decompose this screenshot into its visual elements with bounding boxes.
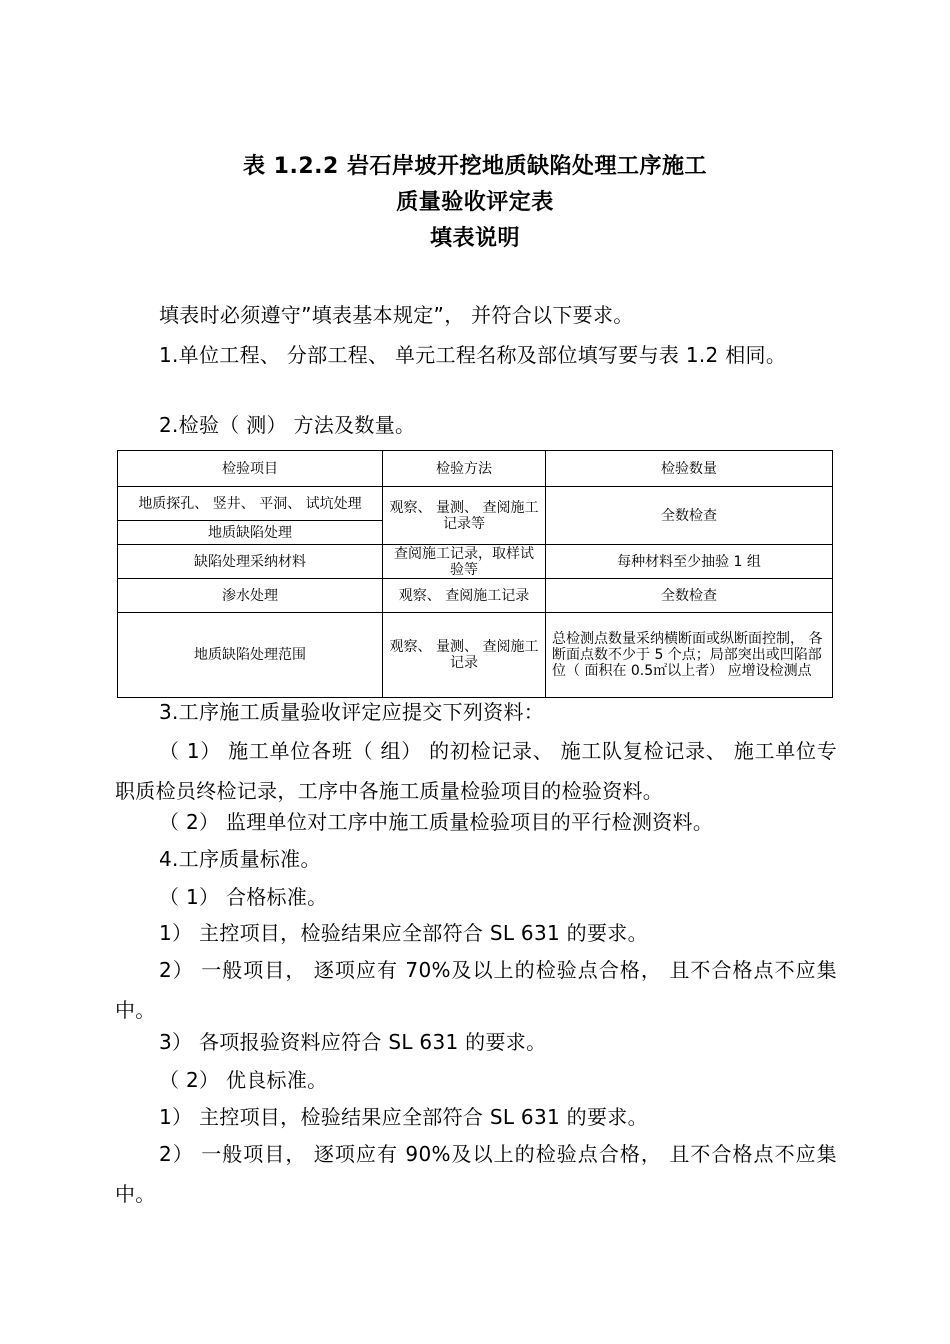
paragraph-item-4: 4.工序质量标准。 <box>159 847 321 871</box>
paragraph-item-4-1-1: 1） 主控项目，检验结果应全部符合 SL 631 的要求。 <box>159 921 648 945</box>
cell-item: 地质缺陷处理 <box>118 521 383 545</box>
inspection-table <box>117 450 833 698</box>
paragraph-item-3: 3.工序施工质量验收评定应提交下列资料： <box>159 700 545 724</box>
paragraph-item-4-2-2: 2） 一般项目， 逐项应有 90%及以上的检验点合格， 且不合格点不应集中。 <box>115 1142 837 1206</box>
cell-item: 渗水处理 <box>118 579 383 613</box>
table-row <box>118 487 833 521</box>
paragraph-item-1: 1.单位工程、 分部工程、 单元工程名称及部位填写要与表 1.2 相同。 <box>159 343 787 367</box>
cell-quantity: 全数检查 <box>546 579 833 613</box>
cell-item: 地质缺陷处理范围 <box>118 613 383 698</box>
table-row <box>118 545 833 579</box>
paragraph-item-4-1-2: 2） 一般项目， 逐项应有 70%及以上的检验点合格， 且不合格点不应集中。 <box>115 958 837 1022</box>
document-subtitle: 质量验收评定表 <box>396 190 554 215</box>
header-cell-item: 检验项目 <box>118 451 383 487</box>
table-row <box>118 579 833 613</box>
cell-quantity: 总检测点数量采纳横断面或纵断面控制， 各断面点数不少于 5 个点；局部突出或凹陷部位（ 面积在 0.5㎡以上者） 应增设检测点 <box>546 613 833 698</box>
paragraph-item-2: 2.检验（ 测） 方法及数量。 <box>159 413 416 437</box>
paragraph-item-4-2: （ 2） 优良标准。 <box>159 1068 328 1092</box>
section-heading: 填表说明 <box>429 226 520 251</box>
table-row <box>118 613 833 698</box>
cell-item: 地质探孔、 竖井、 平洞、 试坑处理 <box>118 487 383 521</box>
paragraph-item-4-1: （ 1） 合格标准。 <box>159 885 328 909</box>
header-cell-method: 检验方法 <box>383 451 546 487</box>
intro-paragraph: 填表时必须遵守”填表基本规定”， 并符合以下要求。 <box>159 303 634 327</box>
cell-quantity: 全数检查 <box>546 487 833 545</box>
paragraph-item-3-2: （ 2） 监理单位对工序中施工质量检验项目的平行检测资料。 <box>159 810 714 834</box>
paragraph-item-4-2-1: 1） 主控项目，检验结果应全部符合 SL 631 的要求。 <box>159 1105 648 1129</box>
cell-item: 缺陷处理采纳材料 <box>118 545 383 579</box>
cell-method: 观察、 量测、 查阅施工记录 <box>383 613 546 698</box>
header-cell-quantity: 检验数量 <box>546 451 833 487</box>
cell-method: 查阅施工记录，取样试验等 <box>383 545 546 579</box>
paragraph-item-4-1-3: 3） 各项报验资料应符合 SL 631 的要求。 <box>159 1030 547 1054</box>
cell-method: 观察、 量测、 查阅施工记录等 <box>383 487 546 545</box>
document-title: 表 1.2.2 岩石岸坡开挖地质缺陷处理工序施工 <box>243 154 707 179</box>
cell-method: 观察、 查阅施工记录 <box>383 579 546 613</box>
table-header-row <box>118 451 833 487</box>
cell-quantity: 每种材料至少抽验 1 组 <box>546 545 833 579</box>
paragraph-item-3-1: （ 1） 施工单位各班（ 组） 的初检记录、 施工队复检记录、 施工单位专职质检员终检记录，工序中各施工质量检验项目的检验资料。 <box>115 739 837 803</box>
